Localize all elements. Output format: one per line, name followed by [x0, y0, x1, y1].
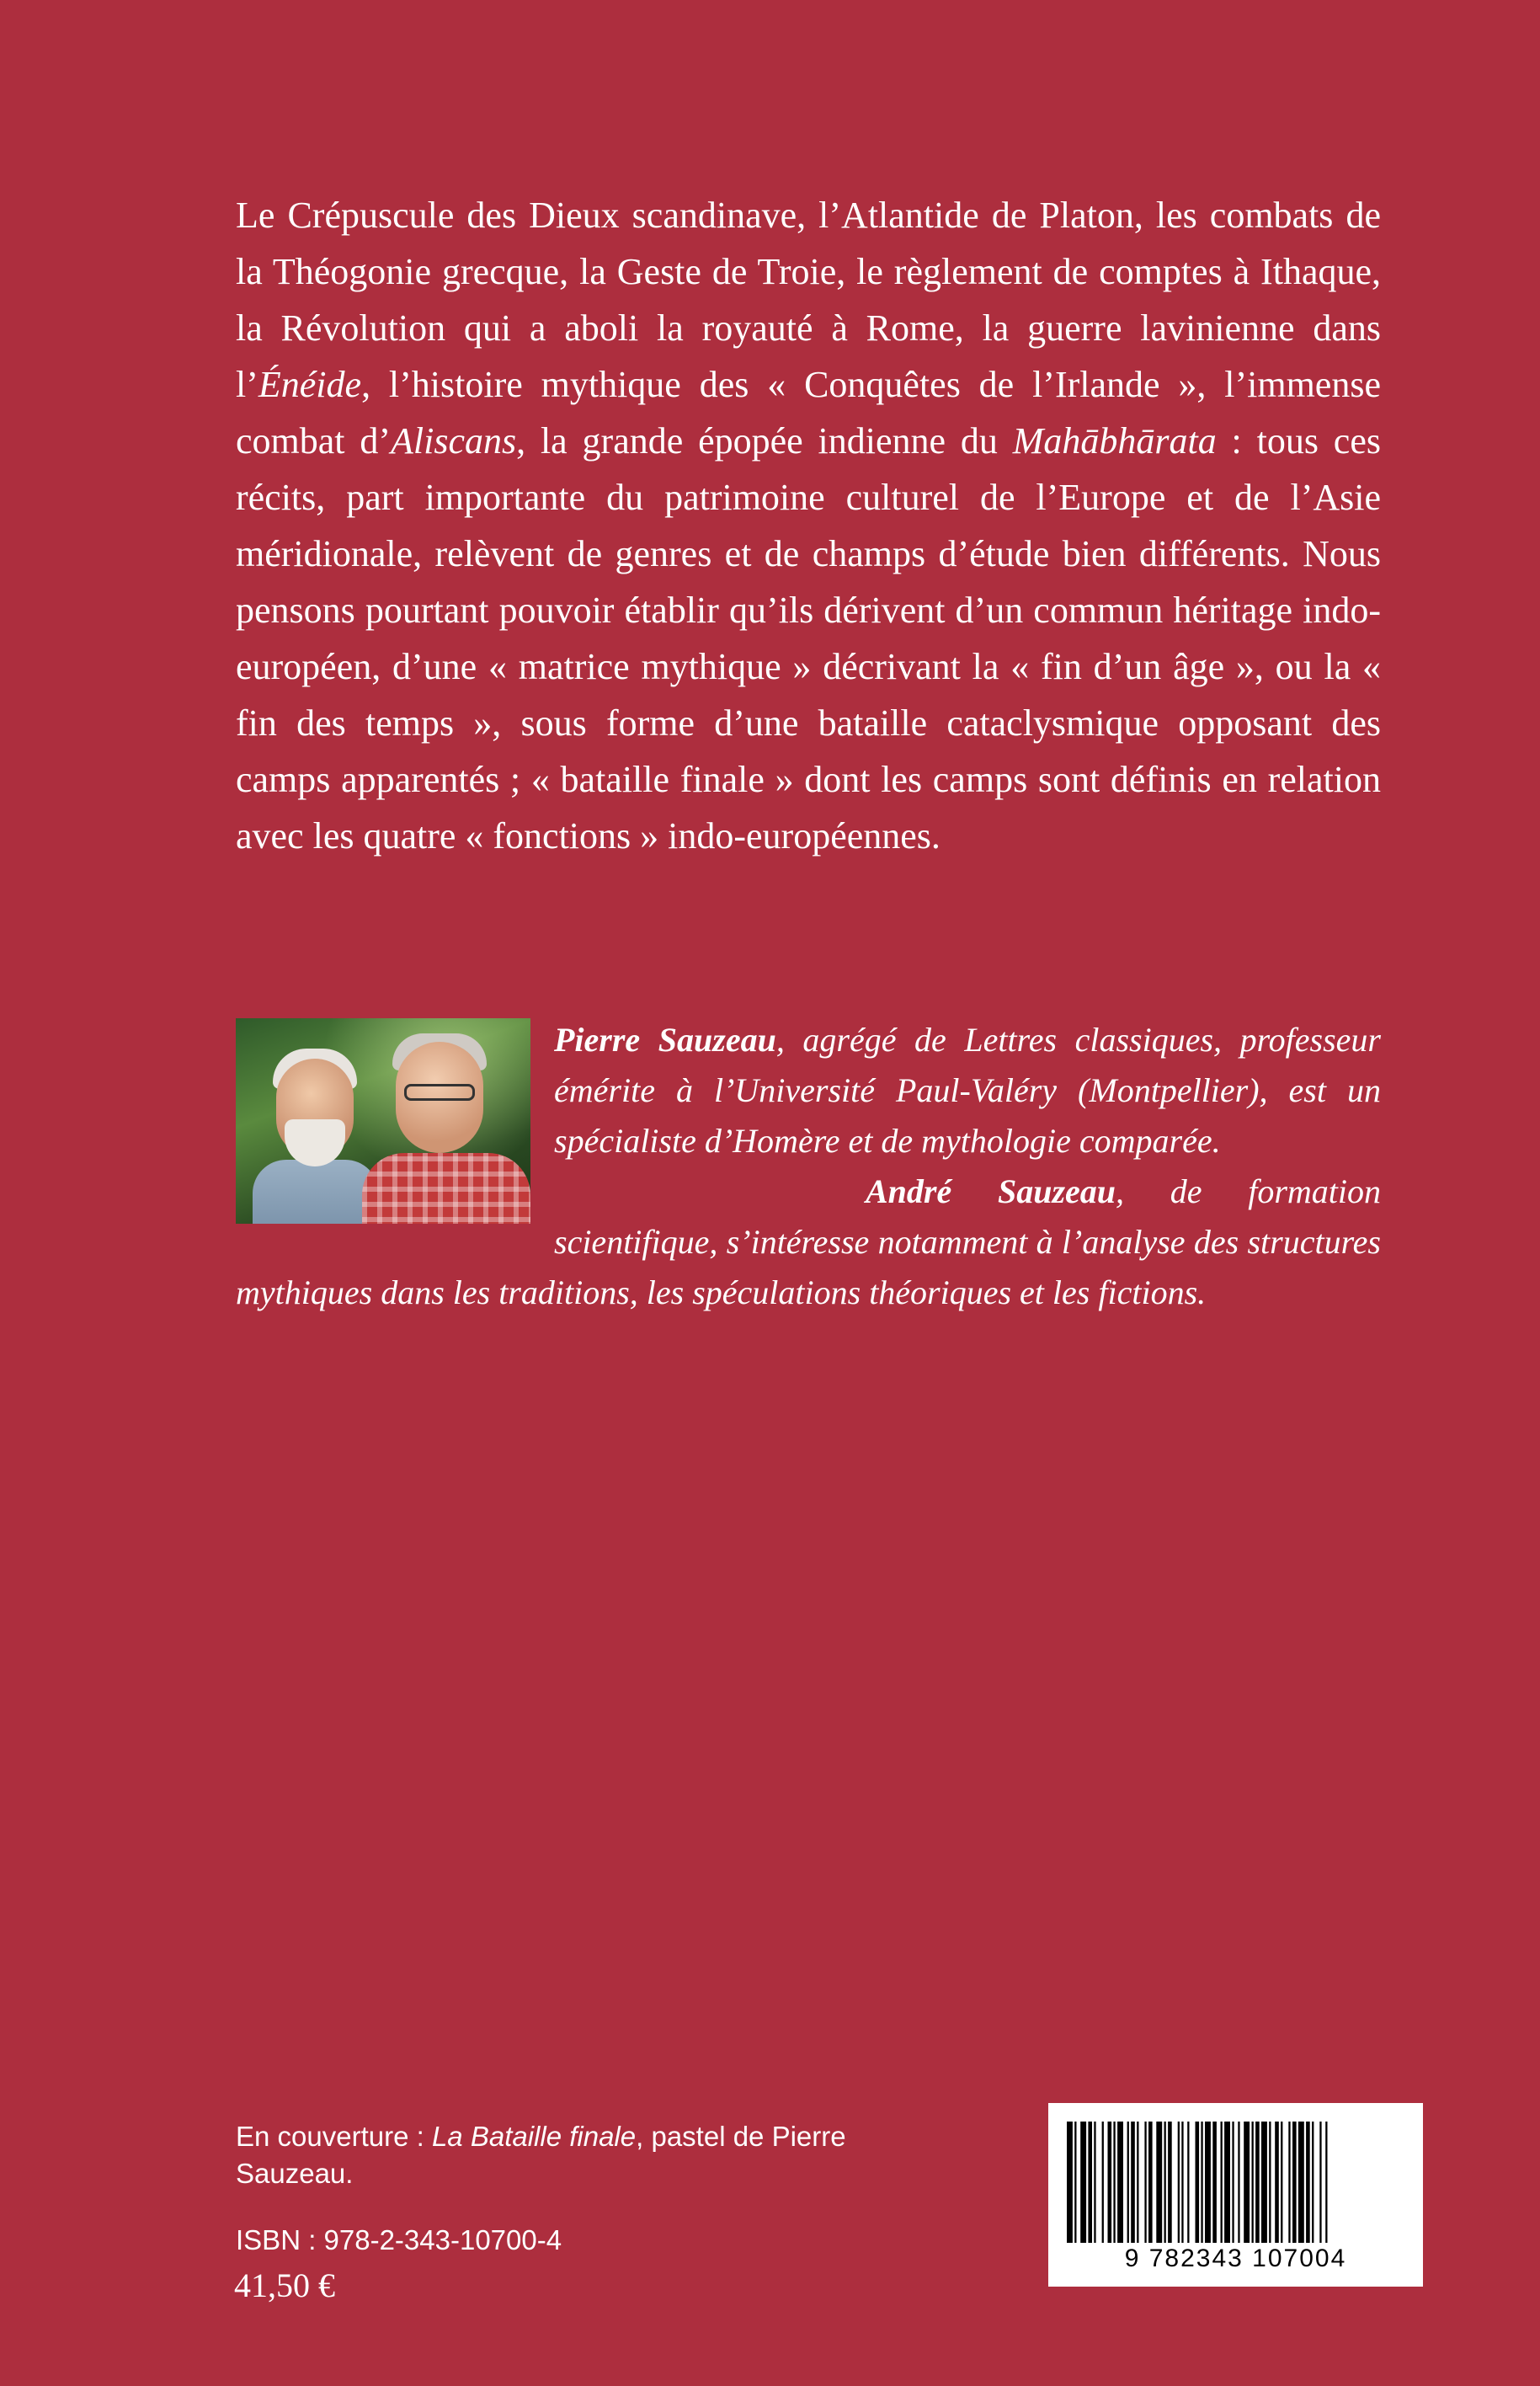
- cover-credit-prefix: En couverture :: [236, 2121, 432, 2152]
- blurb-title-aliscans: Aliscans: [391, 420, 517, 462]
- blurb-title-mahabharata: Mahābhārata: [1012, 420, 1217, 462]
- blurb-title-eneide: Énéide: [258, 364, 362, 405]
- barcode-bar: [1319, 2122, 1321, 2243]
- blurb-text-1: Le Crépuscule des Dieux scandinave, l’Atlantide de Platon, les combats de la Théogonie grecque, la Geste de Troie, le règlement de comptes à Ithaque, la Révolution qui a aboli la royauté à Rome, la guerre lavinienne dans l’: [236, 195, 1381, 405]
- barcode-bar: [1127, 2122, 1129, 2243]
- barcode-bar: [1067, 2122, 1073, 2243]
- barcode-bar: [1156, 2122, 1162, 2243]
- barcode-bar: [1094, 2122, 1095, 2243]
- barcode-bar: [1232, 2122, 1234, 2243]
- barcode-bar: [1074, 2122, 1076, 2243]
- barcode-bar: [1102, 2122, 1104, 2243]
- barcode-bar: [1269, 2122, 1271, 2243]
- blurb-text-3: , la grande épopée indienne du: [516, 420, 1013, 462]
- barcode: [1048, 2103, 1423, 2287]
- barcode-bar: [1187, 2122, 1189, 2243]
- barcode-bar: [1288, 2122, 1290, 2243]
- barcode-bar: [1298, 2122, 1304, 2243]
- author-bios: [236, 1015, 1381, 1318]
- barcode-bar: [1224, 2122, 1230, 2243]
- barcode-bar: [1080, 2122, 1086, 2243]
- barcode-bar: [1131, 2122, 1135, 2243]
- barcode-bar: [1178, 2122, 1180, 2243]
- barcode-bar: [1212, 2122, 1217, 2243]
- barcode-digits: 9 782343 107004: [1124, 2245, 1347, 2272]
- barcode-bar: [1137, 2122, 1138, 2243]
- blurb-text-2: , l’histoire mythique des « Conquêtes de l’Irlande », l’immense combat d’: [236, 364, 1381, 462]
- barcode-bar: [1108, 2122, 1112, 2243]
- back-cover-blurb: [236, 187, 1381, 864]
- barcode-bar: [1252, 2122, 1254, 2243]
- barcode-bar: [1181, 2122, 1183, 2243]
- barcode-bar: [1113, 2122, 1115, 2243]
- barcode-bar: [1306, 2122, 1310, 2243]
- barcode-bar: [1325, 2122, 1327, 2243]
- price: 41,50 €: [234, 2266, 335, 2304]
- barcode-bar: [1312, 2122, 1314, 2243]
- blurb-text-4: : tous ces récits, part importante du patrimoine culturel de l’Europe et de l’Asie méridionale, relèvent de genres et de champs d’étude bien différents. Nous pensons pourtant pouvoir établir qu’ils dérivent d’un commun héritage indo-européen, d’une « matrice mythique » décrivant la « fin d’un âge », ou la « fin des temps », sous forme d’une bataille cataclysmique opposant des camps apparentés ; « bataille finale » dont les camps sont définis en relation avec les quatre « fonctions » indo-européennes.: [236, 420, 1381, 857]
- barcode-bar: [1201, 2122, 1202, 2243]
- barcode-bar: [1148, 2122, 1153, 2243]
- barcode-bar: [1205, 2122, 1211, 2243]
- barcode-bar: [1168, 2122, 1172, 2243]
- barcode-bar: [1164, 2122, 1166, 2243]
- author-name-pierre: Pierre Sauzeau: [554, 1021, 776, 1059]
- barcode-bar: [1088, 2122, 1092, 2243]
- barcode-bar: [1144, 2122, 1146, 2243]
- barcode-bar: [1196, 2122, 1200, 2243]
- author-bio-andre-text: , de formation scientifique, s’intéresse notamment à l’analyse des structures mythiques dans les traditions, les spéculations théoriques et les fictions.: [236, 1172, 1382, 1311]
- barcode-bar: [1292, 2122, 1297, 2243]
- barcode-bar: [1244, 2122, 1250, 2243]
- barcode-bar: [1117, 2122, 1123, 2243]
- barcode-bar: [1261, 2122, 1267, 2243]
- blurb-paragraph: [236, 187, 1381, 864]
- cover-credit-suffix: , pastel de Pierre Sauzeau.: [236, 2121, 846, 2189]
- barcode-bar: [1238, 2122, 1239, 2243]
- barcode-bar: [1275, 2122, 1279, 2243]
- authors-photo: [236, 1018, 530, 1224]
- isbn-number: ISBN : 978-2-343-10700-4: [236, 2224, 562, 2255]
- barcode-bar: [1281, 2122, 1282, 2243]
- barcode-bars: [1067, 2122, 1404, 2243]
- author-bio-pierre-text: , agrégé de Lettres classiques, professeur émérite à l’Université Paul-Valéry (Montpellier), est un spécialiste d’Homère et de mythologie comparée.: [554, 1021, 1381, 1160]
- barcode-bar: [1255, 2122, 1260, 2243]
- barcode-bar: [1221, 2122, 1223, 2243]
- cover-credit: [236, 2118, 943, 2192]
- author-name-andre: André Sauzeau: [866, 1172, 1116, 1210]
- cover-credit-title: La Bataille finale: [431, 2121, 637, 2152]
